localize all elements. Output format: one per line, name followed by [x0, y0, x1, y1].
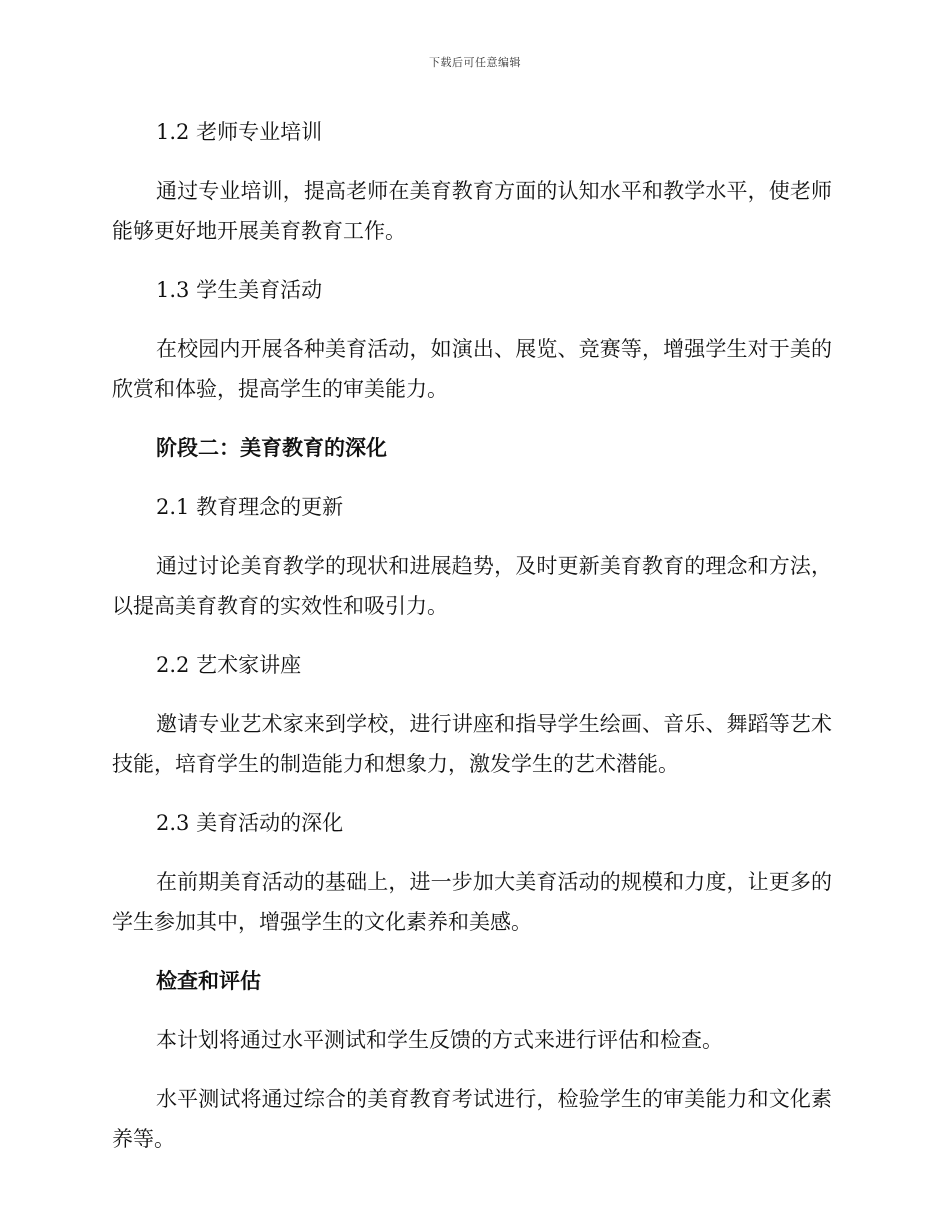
paragraph-concept-update: 通过讨论美育教学的现状和进展趋势，及时更新美育教育的理念和方法，以提高美育教育的实效性和吸引力。: [112, 554, 832, 618]
paragraph-student-activities: 在校园内开展各种美育活动，如演出、展览、竞赛等，增强学生对于美的欣赏和体验，提高学生的审美能力。: [112, 337, 832, 401]
subsection-title-1-2: 1.2 老师专业培训: [156, 120, 323, 144]
page-header: 下载后可任意编辑: [429, 56, 521, 69]
section-heading-evaluation: 检查和评估: [156, 969, 261, 993]
section-heading-stage-two: 阶段二：美育教育的深化: [156, 436, 387, 460]
document-body: [112, 112, 832, 1178]
paragraph-artist-lectures: 邀请专业艺术家来到学校，进行讲座和指导学生绘画、音乐、舞蹈等艺术技能，培育学生的制造能力和想象力，激发学生的艺术潜能。: [112, 712, 832, 776]
subsection-title-2-3: 2.3 美育活动的深化: [156, 811, 344, 835]
subsection-title-1-3: 1.3 学生美育活动: [156, 278, 323, 302]
paragraph-activity-deepening: 在前期美育活动的基础上，进一步加大美育活动的规模和力度，让更多的学生参加其中，增强学生的文化素养和美感。: [112, 870, 832, 934]
paragraph-evaluation-method: 本计划将通过水平测试和学生反馈的方式来进行评估和检查。: [156, 1028, 723, 1052]
subsection-title-2-2: 2.2 艺术家讲座: [156, 653, 302, 677]
paragraph-level-test: 水平测试将通过综合的美育教育考试进行，检验学生的审美能力和文化素养等。: [112, 1087, 832, 1151]
paragraph-teacher-training: 通过专业培训，提高老师在美育教育方面的认知水平和教学水平，使老师能够更好地开展美育教育工作。: [112, 179, 832, 243]
subsection-title-2-1: 2.1 教育理念的更新: [156, 495, 344, 519]
